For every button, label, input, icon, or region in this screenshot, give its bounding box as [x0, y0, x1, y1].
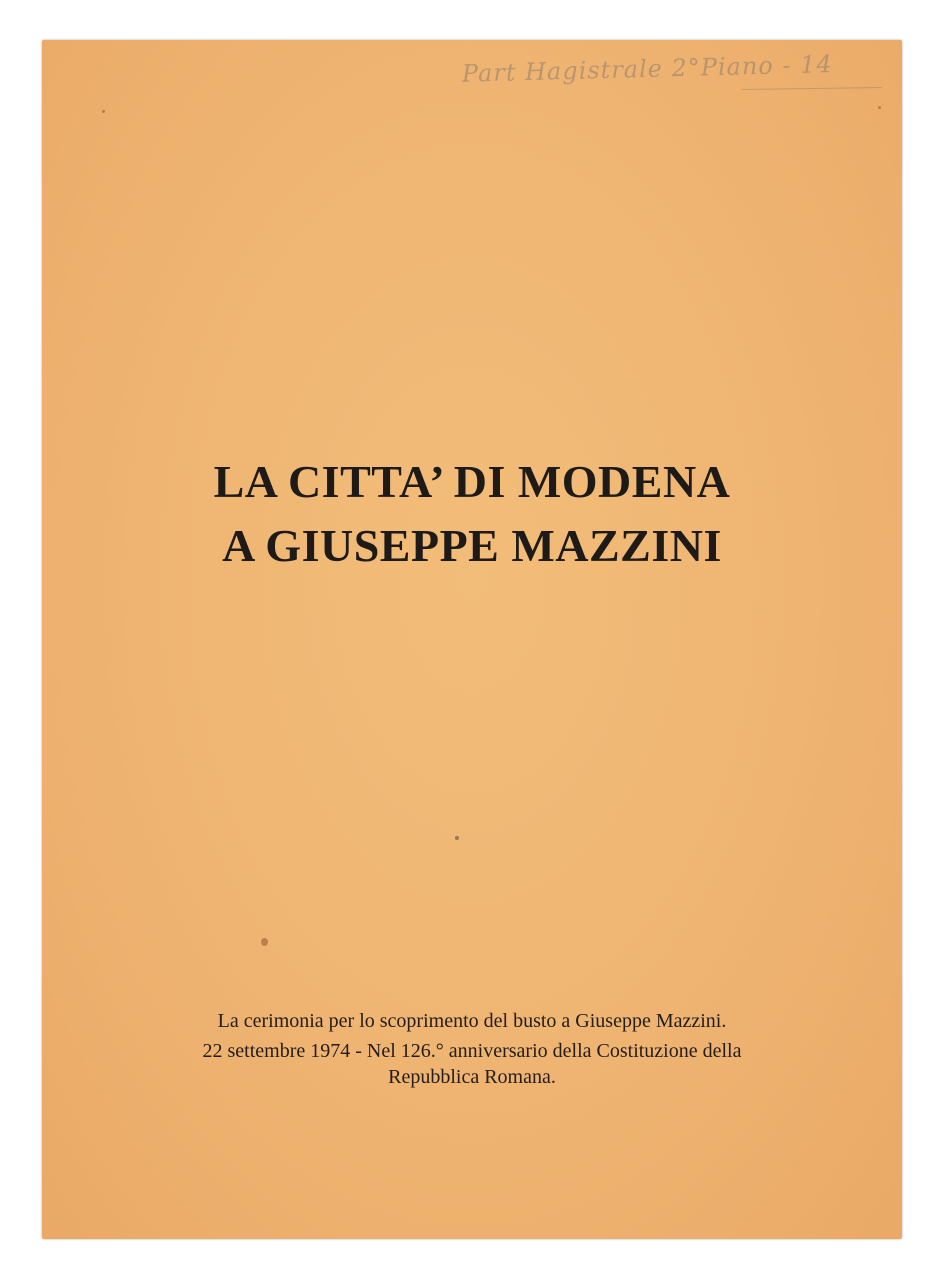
- caption-line-2: 22 settembre 1974 - Nel 126.° anniversario della Costituzione della: [202, 1040, 742, 1062]
- caption-line-3: Repubblica Romana.: [388, 1066, 556, 1088]
- ink-dot: [102, 110, 105, 113]
- booklet-cover: [42, 40, 902, 1239]
- title-line-1: LA CITTA’ DI MODENA: [213, 456, 731, 507]
- caption-line-1: La cerimonia per lo scoprimento del busto a Giuseppe Mazzini.: [217, 1010, 727, 1032]
- cover-caption: [42, 1008, 902, 1090]
- title-line-2: A GIUSEPPE MAZZINI: [222, 520, 722, 571]
- ink-dot: [455, 836, 459, 840]
- ink-dot: [878, 106, 881, 109]
- stain-mark: [261, 938, 268, 946]
- handwritten-note: Part Hagistrale 2°Piano - 14: [461, 50, 834, 88]
- cover-title: [42, 450, 902, 578]
